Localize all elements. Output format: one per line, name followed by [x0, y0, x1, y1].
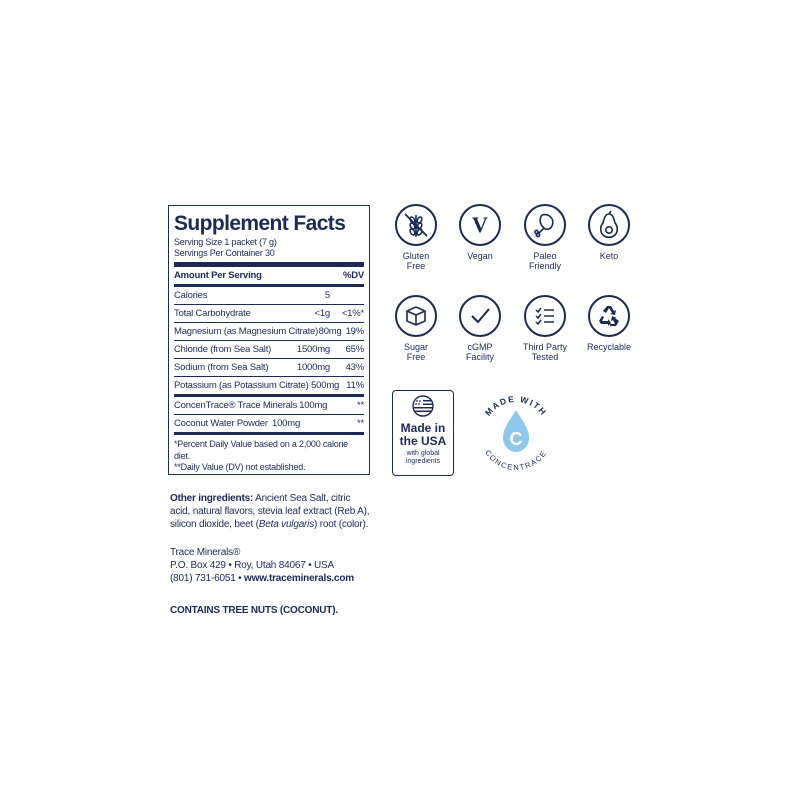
other-dv: **	[357, 418, 364, 429]
badge-label: Third Party Tested	[522, 342, 567, 362]
usa-line-2: the USA	[399, 434, 447, 448]
nutrient-amount: 1000mg	[296, 362, 330, 373]
other-ingredients	[170, 492, 380, 531]
nutrient-name: Potassium (as Potassium Citrate)	[174, 380, 309, 391]
ingredients-text-3b: Beta vulgaris	[258, 519, 315, 530]
nutrient-name: Sodium (from Sea Salt)	[174, 362, 269, 373]
footnotes	[174, 435, 364, 474]
badge-vegan	[448, 204, 512, 261]
amount-per-serving-label: Amount Per Serving	[174, 270, 262, 281]
nutrient-row	[174, 358, 364, 376]
amount-header	[174, 267, 364, 284]
usa-line-1: Made in	[400, 421, 446, 435]
other-amount: 100mg	[272, 418, 301, 429]
nutrient-amount: 80mg	[318, 326, 342, 337]
badge-label: Vegan	[467, 251, 493, 261]
badge-recyclable	[577, 295, 641, 352]
badge-label: cGMP Facility	[465, 342, 494, 362]
usa-line-4: ingredients	[405, 458, 441, 465]
concentrace-top-text: MADE WITH	[482, 393, 550, 418]
nutrient-dv: <1%*	[341, 308, 364, 319]
badge-cgmp	[448, 295, 512, 362]
nutrient-dv: 43%	[345, 362, 364, 373]
usa-line-3: with global	[406, 450, 440, 457]
other-row	[174, 414, 364, 432]
company-name: Trace Minerals®	[170, 547, 241, 558]
allergen-statement: CONTAINS TREE NUTS (COCONUT).	[170, 605, 338, 616]
ingredients-text-3a: silicon dioxide, beet (	[170, 519, 259, 530]
concentrace-bottom-text: CONCENTRACE	[483, 448, 549, 473]
gluten-free-icon	[395, 204, 437, 246]
servings-per-container: Servings Per Container 30	[174, 248, 275, 258]
ingredients-label: Other ingredients:	[170, 493, 254, 504]
nutrient-amount: 1500mg	[296, 344, 330, 355]
nutrient-row	[174, 322, 364, 340]
nutrient-row	[174, 304, 364, 322]
nutrient-name: Total Carbohydrate	[174, 308, 251, 319]
badge-label: Recyclable	[586, 342, 632, 352]
dv-header: %DV	[342, 270, 364, 281]
sugar-free-icon	[395, 295, 437, 337]
company-website[interactable]: www.traceminerals.com	[244, 573, 354, 584]
company-address: P.O. Box 429 • Roy, Utah 84067 • USA	[170, 560, 334, 571]
facts-title: Supplement Facts	[174, 212, 346, 235]
nutrient-amount: <1g	[314, 308, 330, 319]
ingredients-text-2: acid, natural flavors, stevia leaf extract (Reb A),	[170, 506, 370, 517]
ingredients-text-1: Ancient Sea Salt, citric	[253, 493, 351, 504]
nutrient-name: Magnesium (as Magnesium Citrate)	[174, 326, 319, 337]
nutrient-amount: 500mg	[311, 380, 340, 391]
footnote-dv: *Percent Daily Value based on a 2,000 calorie diet.	[174, 439, 348, 461]
nutrient-name: Chloride (from Sea Salt)	[174, 344, 272, 355]
badge-label: Sugar Free	[403, 342, 429, 362]
badge-keto	[577, 204, 641, 261]
recyclable-icon	[588, 295, 630, 337]
other-amount: 100mg	[299, 400, 328, 411]
nutrient-row	[174, 376, 364, 394]
other-name: Coconut Water Powder	[174, 418, 268, 429]
other-name: ConcenTrace® Trace Minerals	[174, 400, 298, 411]
badge-third-party	[513, 295, 577, 362]
nutrient-row	[174, 340, 364, 358]
vegan-icon: V	[459, 204, 501, 246]
badge-label: Keto	[599, 251, 619, 261]
nutrient-dv: 65%	[345, 344, 364, 355]
usa-flag-icon	[409, 395, 437, 417]
serving-size: Serving Size 1 packet (7 g)	[174, 237, 277, 247]
made-in-usa-badge	[392, 390, 454, 476]
badge-label: Paleo Friendly	[528, 251, 561, 271]
company-info	[170, 546, 380, 585]
supplement-facts-panel	[168, 205, 370, 475]
concentrace-letter: C	[509, 429, 523, 449]
cgmp-icon	[459, 295, 501, 337]
badge-paleo	[513, 204, 577, 271]
badge-label: Gluten Free	[402, 251, 430, 271]
third-party-icon	[524, 295, 566, 337]
nutrient-amount: 5	[324, 290, 330, 301]
nutrient-row	[174, 287, 364, 304]
badge-gluten-free	[384, 204, 448, 271]
footnote-not-established: **Daily Value (DV) not established.	[174, 462, 306, 472]
badge-sugar-free	[384, 295, 448, 362]
other-dv: **	[357, 400, 364, 411]
nutrient-dv: 19%	[345, 326, 364, 337]
other-row	[174, 397, 364, 414]
nutrient-dv: 11%	[346, 380, 364, 391]
keto-icon	[588, 204, 630, 246]
paleo-icon	[524, 204, 566, 246]
company-phone: (801) 731-6051 •	[170, 573, 245, 584]
nutrient-name: Calories	[174, 290, 208, 301]
ingredients-text-3c: ) root (color).	[314, 519, 369, 530]
concentrace-badge	[470, 388, 562, 480]
